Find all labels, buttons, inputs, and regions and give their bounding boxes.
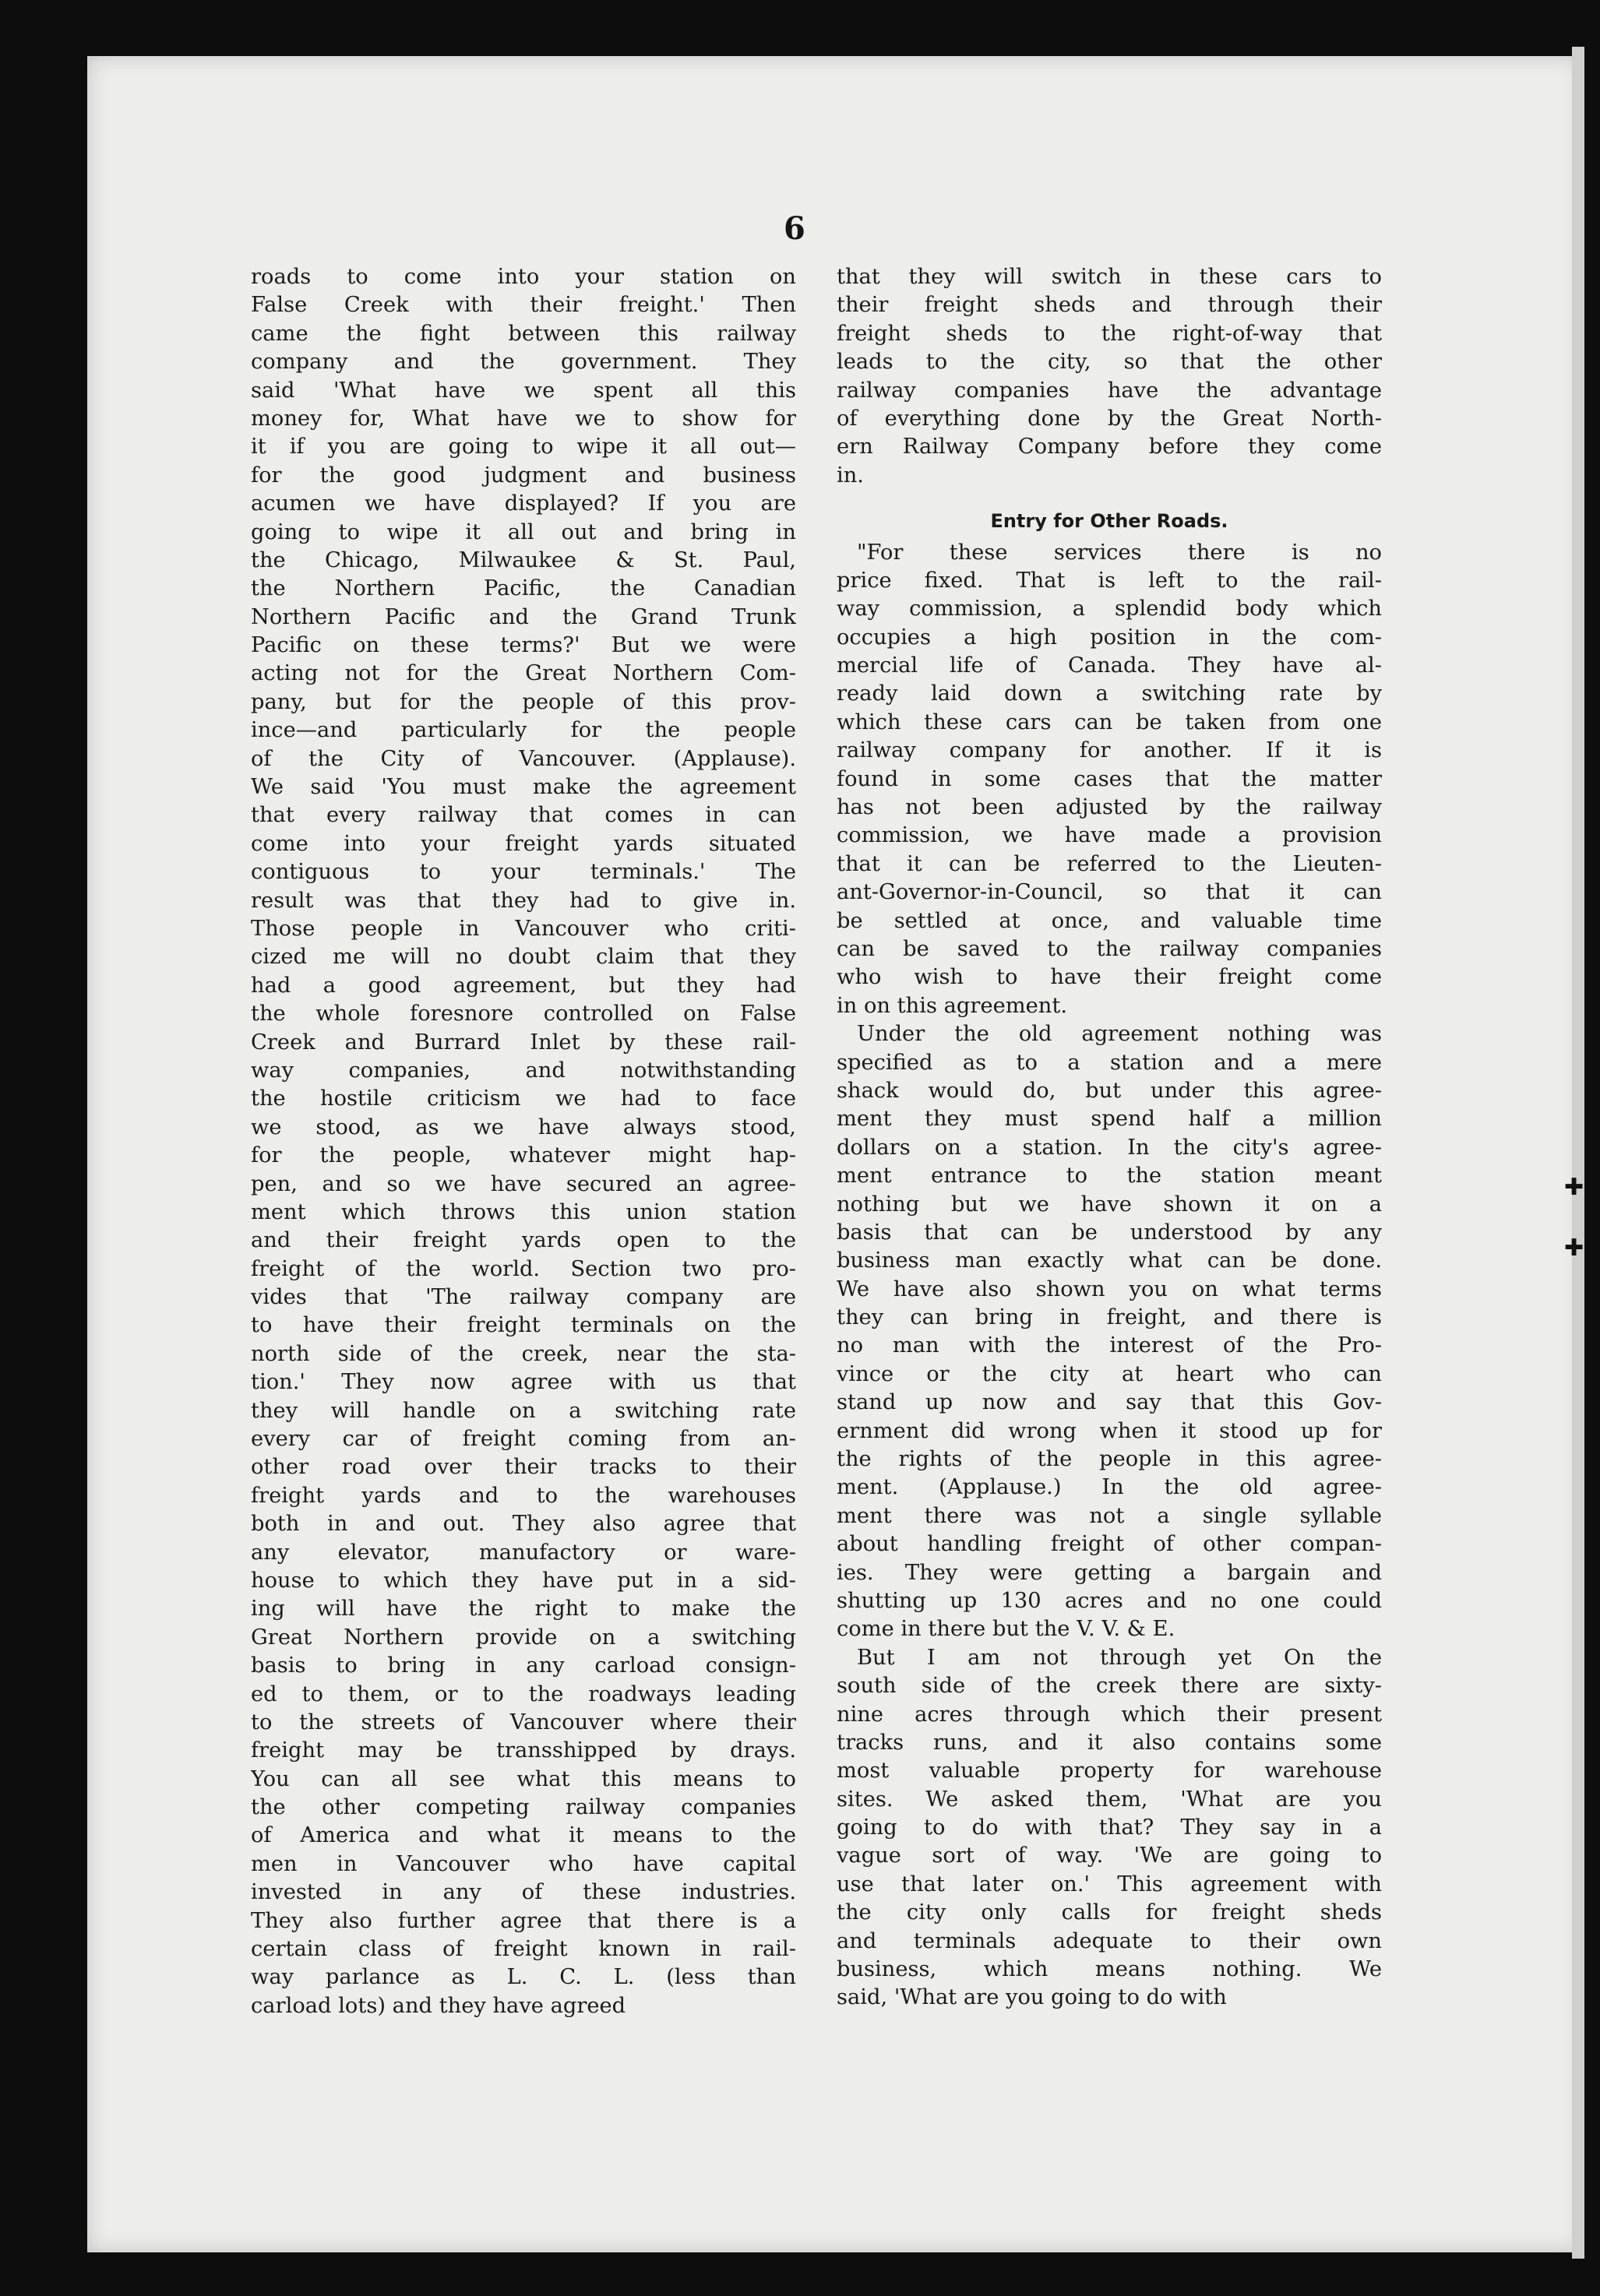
text-line: house to which they have put in a sid-	[251, 1568, 796, 1593]
text-line: vides that 'The railway company are	[251, 1285, 796, 1310]
text-line: who wish to have their freight come	[837, 965, 1382, 990]
text-line: certain class of freight known in rail-	[251, 1937, 796, 1962]
text-line: ernment did wrong when it stood up for	[837, 1418, 1382, 1443]
text-line: ern Railway Company before they come	[837, 435, 1382, 460]
text-line: You can all see what this means to	[251, 1766, 796, 1791]
text-line: came the fight between this railway	[251, 321, 796, 346]
text-line: basis that can be understood by any	[837, 1220, 1382, 1245]
text-line: ing will have the right to make the	[251, 1597, 796, 1622]
text-line: pany, but for the people of this prov-	[251, 689, 796, 714]
text-line: to the streets of Vancouver where their	[251, 1710, 796, 1734]
text-line: basis to bring in any carload consign-	[251, 1653, 796, 1678]
text-line: way commission, a splendid body which	[837, 597, 1382, 622]
text-line: acumen we have displayed? If you are	[251, 491, 796, 516]
text-line: railway company for another. If it is	[837, 738, 1382, 763]
right-column-bottom-text	[837, 539, 1382, 2013]
text-line: which these cars can be taken from one	[837, 710, 1382, 734]
text-line: dollars on a station. In the city's agree-	[837, 1135, 1382, 1160]
text-line: nine acres through which their present	[837, 1702, 1382, 1727]
text-line: it if you are going to wipe it all out—	[251, 435, 796, 460]
text-line: in.	[837, 463, 864, 488]
text-line: commission, we have made a provision	[837, 823, 1382, 848]
text-line: ment. (Applause.) In the old agree-	[837, 1475, 1382, 1500]
text-line: that every railway that comes in can	[251, 803, 796, 828]
text-line: Creek and Burrard Inlet by these rail-	[251, 1030, 796, 1055]
text-line: company and the government. They	[251, 350, 796, 375]
text-line: ment they must spend half a million	[837, 1107, 1382, 1132]
text-line: railway companies have the advantage	[837, 378, 1382, 403]
right-column-top-text	[837, 263, 1382, 490]
text-line: of America and what it means to the	[251, 1823, 796, 1848]
text-line: the Northern Pacific, the Canadian	[251, 576, 796, 601]
text-line: We have also shown you on what terms	[837, 1277, 1382, 1301]
text-line: business man exactly what can be done.	[837, 1248, 1382, 1273]
text-line: Pacific on these terms?' But we were	[251, 633, 796, 658]
text-line: the other competing railway companies	[251, 1795, 796, 1820]
text-line: contiguous to your terminals.' The	[251, 860, 796, 885]
text-line: ince—and particularly for the people	[251, 718, 796, 743]
text-line: to have their freight terminals on the	[251, 1313, 796, 1338]
text-line: But I am not through yet On the	[857, 1645, 1382, 1670]
text-line: the rights of the people in this agree-	[837, 1447, 1382, 1472]
text-line: cized me will no doubt claim that they	[251, 945, 796, 970]
text-line: ready laid down a switching rate by	[837, 681, 1382, 706]
left-column	[251, 263, 796, 2020]
text-line: pen, and so we have secured an agree-	[251, 1171, 796, 1196]
text-line: said 'What have we spent all this	[251, 378, 796, 403]
text-line: we stood, as we have always stood,	[251, 1115, 796, 1139]
text-line: freight may be transshipped by drays.	[251, 1738, 796, 1763]
text-line: found in some cases that the matter	[837, 766, 1382, 791]
text-line: acting not for the Great Northern Com-	[251, 661, 796, 686]
text-line: come into your freight yards situated	[251, 831, 796, 856]
text-line: has not been adjusted by the railway	[837, 795, 1382, 820]
text-line: freight sheds to the right-of-way that	[837, 321, 1382, 346]
text-line: of everything done by the Great North-	[837, 406, 1382, 431]
text-line: no man with the interest of the Pro-	[837, 1333, 1382, 1358]
text-line: ment which throws this union station	[251, 1199, 796, 1224]
page-edge	[1572, 47, 1584, 2259]
text-line: for the good judgment and business	[251, 463, 796, 488]
text-line: that they will switch in these cars to	[837, 265, 1382, 289]
text-line: They also further agree that there is a	[251, 1908, 796, 1933]
text-line: False Creek with their freight.' Then	[251, 293, 796, 318]
text-line: Northern Pacific and the Grand Trunk	[251, 604, 796, 629]
text-line: be settled at once, and valuable time	[837, 908, 1382, 933]
text-line: going to do with that? They say in a	[837, 1815, 1382, 1840]
text-line: men in Vancouver who have capital	[251, 1851, 796, 1876]
text-line: nothing but we have shown it on a	[837, 1192, 1382, 1217]
text-line: the Chicago, Milwaukee & St. Paul,	[251, 548, 796, 572]
text-line: for the people, whatever might hap-	[251, 1143, 796, 1168]
text-line: other road over their tracks to their	[251, 1455, 796, 1480]
text-line: the city only calls for freight sheds	[837, 1900, 1382, 1925]
text-line: going to wipe it all out and bring in	[251, 519, 796, 544]
text-line: way parlance as L. C. L. (less than	[251, 1965, 796, 1990]
text-line: north side of the creek, near the sta-	[251, 1341, 796, 1366]
text-line: invested in any of these industries.	[251, 1880, 796, 1905]
text-line: most valuable property for warehouse	[837, 1759, 1382, 1784]
text-line: Those people in Vancouver who criti-	[251, 916, 796, 941]
text-line: ment there was not a single syllable	[837, 1503, 1382, 1528]
text-line: We said 'You must make the agreement	[251, 775, 796, 800]
text-line: carload lots) and they have agreed	[251, 1993, 626, 2018]
text-line: they can bring in freight, and there is	[837, 1305, 1382, 1330]
text-line: mercial life of Canada. They have al-	[837, 653, 1382, 678]
text-line: tion.' They now agree with us that	[251, 1370, 796, 1395]
text-line: ment entrance to the station meant	[837, 1164, 1382, 1188]
margin-mark-icon: ✚	[1564, 1174, 1584, 1201]
text-line: vague sort of way. 'We are going to	[837, 1843, 1382, 1868]
text-line: tracks runs, and it also contains some	[837, 1730, 1382, 1755]
text-line: shack would do, but under this agree-	[837, 1078, 1382, 1103]
text-line: sites. We asked them, 'What are you	[837, 1787, 1382, 1812]
text-line: occupies a high position in the com-	[837, 625, 1382, 650]
text-line: ed to them, or to the roadways leading	[251, 1682, 796, 1706]
text-line: come in there but the V. V. & E.	[837, 1617, 1175, 1642]
text-line: price fixed. That is left to the rail-	[837, 568, 1382, 593]
text-line: south side of the creek there are sixty-	[837, 1674, 1382, 1699]
text-line: can be saved to the railway companies	[837, 936, 1382, 961]
text-line: freight yards and to the warehouses	[251, 1483, 796, 1508]
text-line: both in and out. They also agree that	[251, 1512, 796, 1537]
text-line: they will handle on a switching rate	[251, 1398, 796, 1423]
text-line: and their freight yards open to the	[251, 1228, 796, 1253]
text-line: leads to the city, so that the other	[837, 350, 1382, 375]
text-line: business, which means nothing. We	[837, 1957, 1382, 1982]
margin-mark-icon: ✚	[1564, 1234, 1584, 1262]
text-line: ant-Governor-in-Council, so that it can	[837, 880, 1382, 905]
text-line: "For these services there is no	[857, 540, 1382, 565]
text-line: Great Northern provide on a switching	[251, 1625, 796, 1650]
text-line: roads to come into your station on	[251, 265, 796, 289]
text-line: of the City of Vancouver. (Applause).	[251, 746, 796, 771]
text-line: specified as to a station and a mere	[837, 1050, 1382, 1075]
text-line: money for, What have we to show for	[251, 406, 796, 431]
text-line: shutting up 130 acres and no one could	[837, 1588, 1382, 1613]
section-heading: Entry for Other Roads.	[990, 510, 1228, 533]
text-line: result was that they had to give in.	[251, 888, 796, 913]
text-line: use that later on.' This agreement with	[837, 1872, 1382, 1896]
text-line: their freight sheds and through their	[837, 293, 1382, 318]
page-number: 6	[784, 210, 805, 247]
text-line: in on this agreement.	[837, 993, 1068, 1018]
text-line: and terminals adequate to their own	[837, 1928, 1382, 1953]
text-line: freight of the world. Section two pro-	[251, 1256, 796, 1281]
text-line: every car of freight coming from an-	[251, 1427, 796, 1452]
text-line: ies. They were getting a bargain and	[837, 1560, 1382, 1585]
text-line: stand up now and say that this Gov-	[837, 1390, 1382, 1415]
text-line: had a good agreement, but they had	[251, 973, 796, 998]
text-line: the hostile criticism we had to face	[251, 1086, 796, 1111]
text-line: any elevator, manufactory or ware-	[251, 1540, 796, 1565]
text-line: said, 'What are you going to do with	[837, 1985, 1227, 2010]
text-line: way companies, and notwithstanding	[251, 1058, 796, 1083]
text-line: Under the old agreement nothing was	[857, 1022, 1382, 1047]
text-line: about handling freight of other compan-	[837, 1532, 1382, 1557]
text-line: that it can be referred to the Lieuten-	[837, 851, 1382, 876]
text-line: the whole foresnore controlled on False	[251, 1002, 796, 1027]
text-line: vince or the city at heart who can	[837, 1361, 1382, 1386]
right-column	[837, 263, 1382, 2013]
